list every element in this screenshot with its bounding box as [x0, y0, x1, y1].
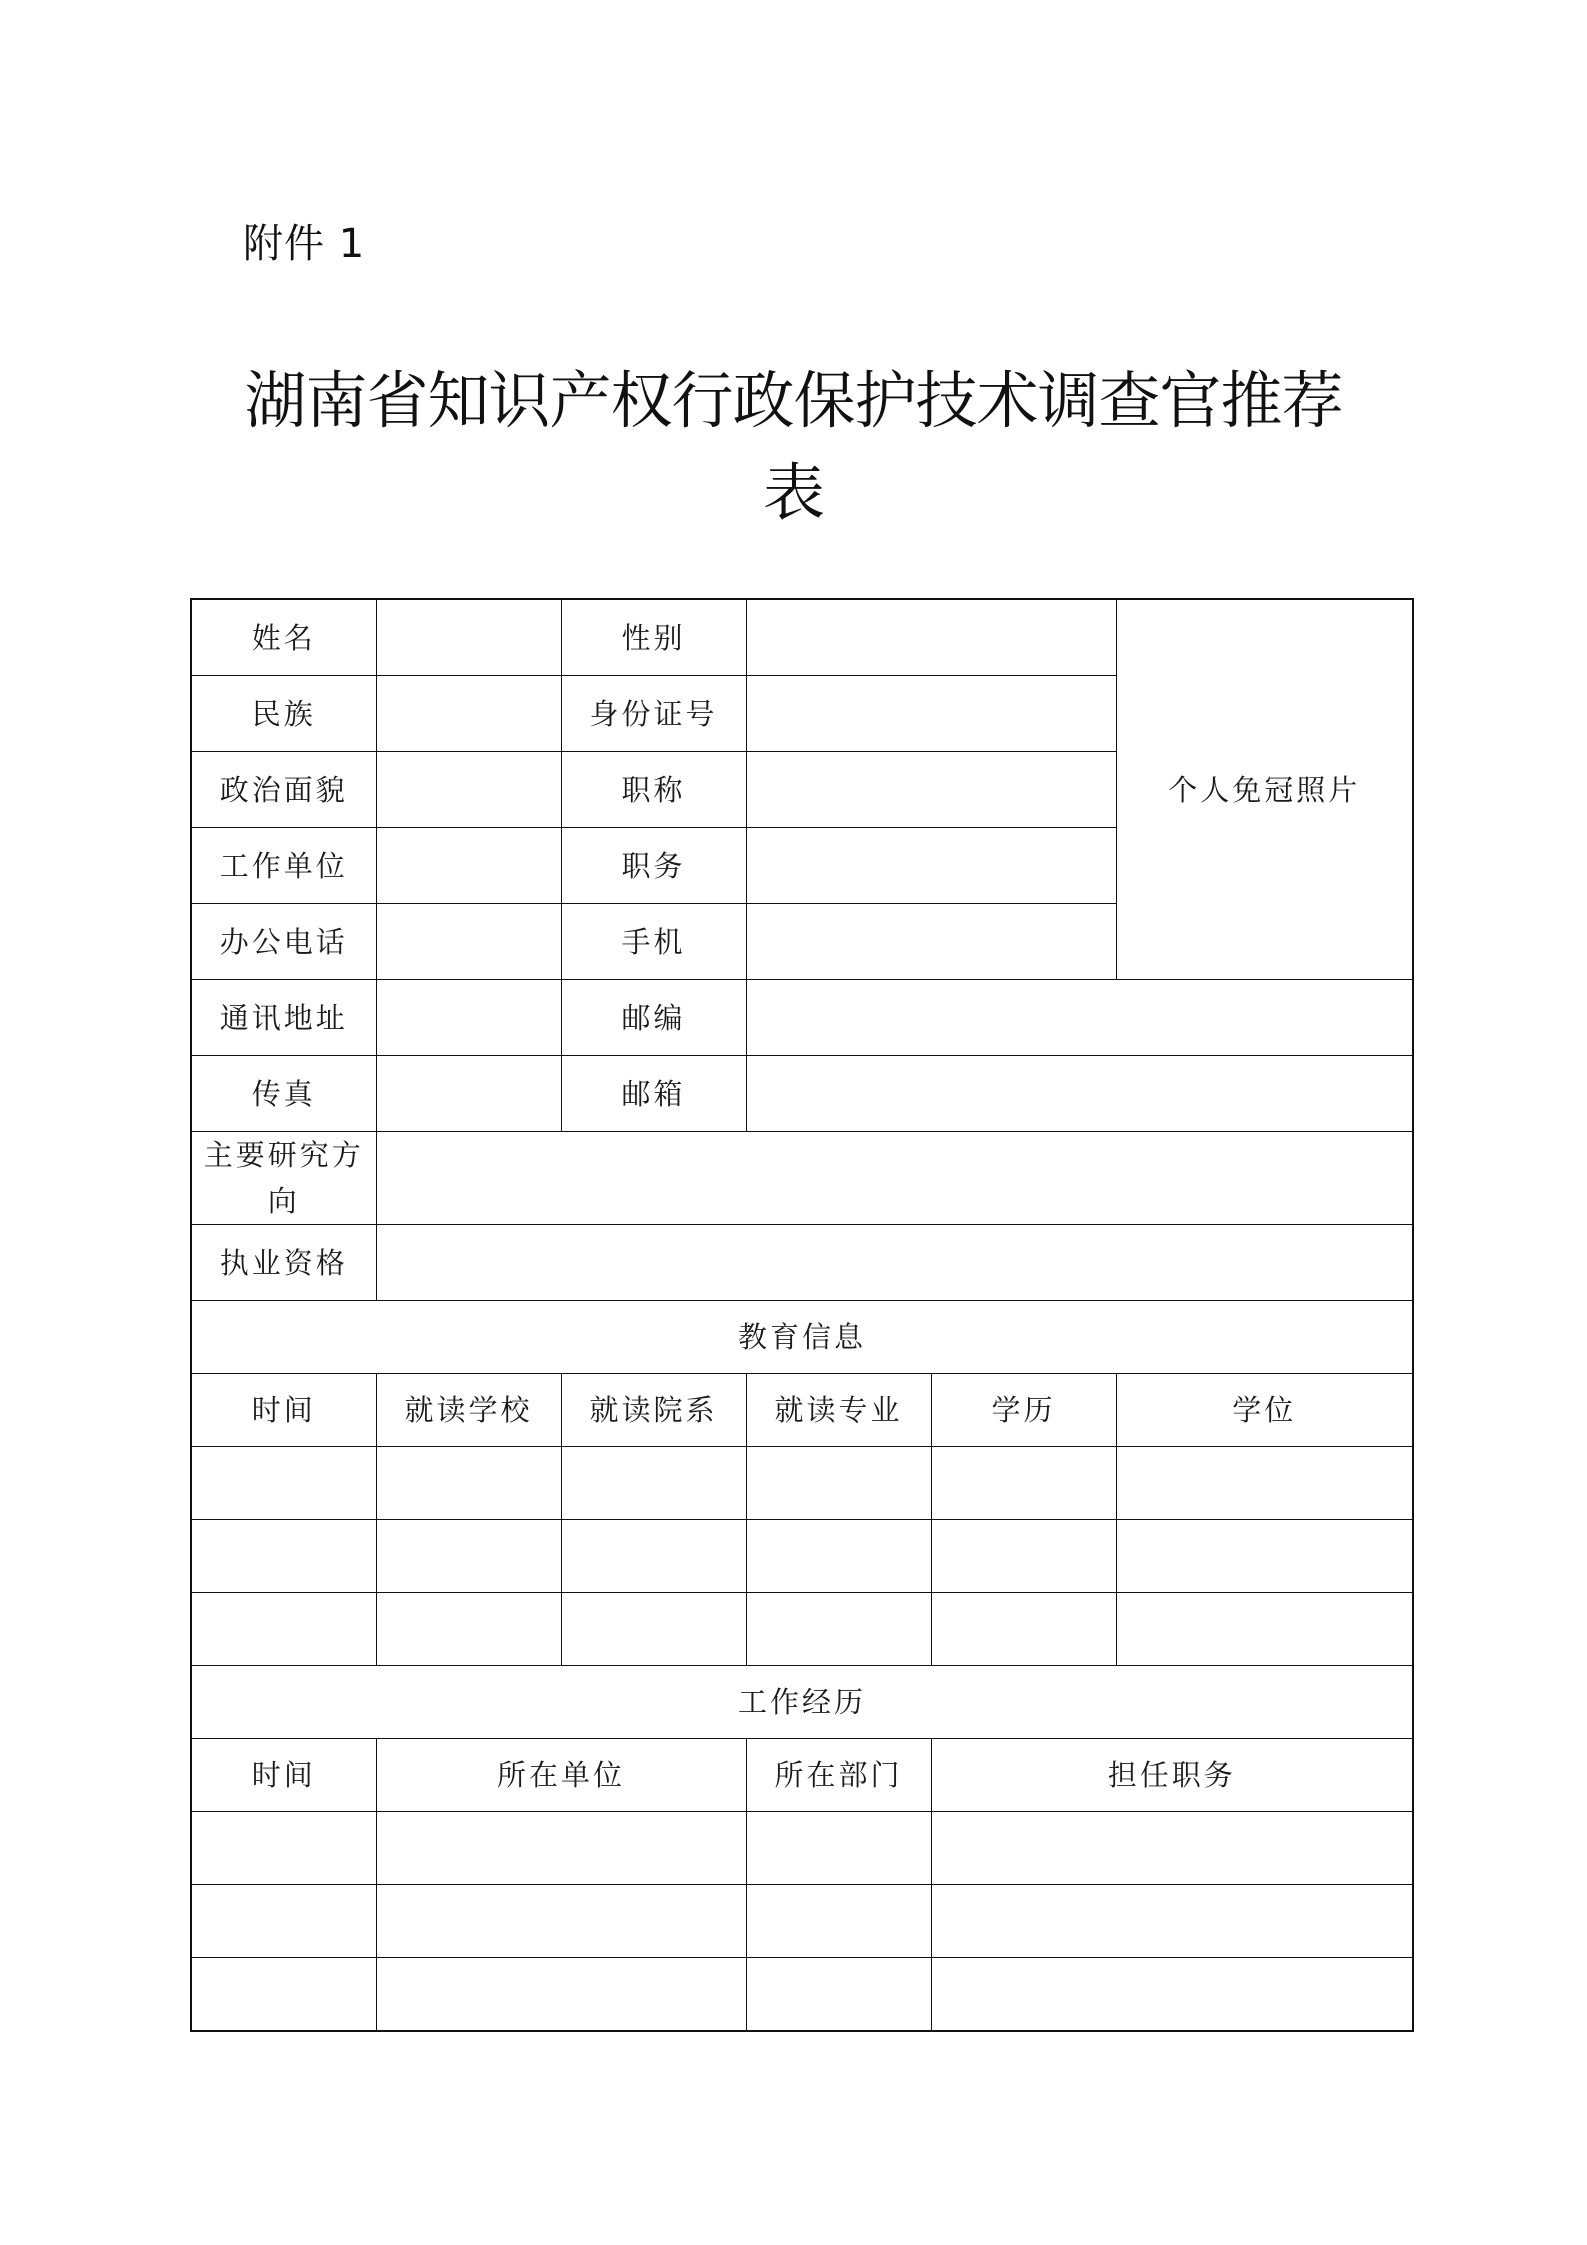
- education-col-school: 就读学校: [376, 1374, 561, 1447]
- work-row: [191, 1885, 1413, 1958]
- work-unit-entry-field[interactable]: [376, 1885, 746, 1958]
- row-research-direction: [191, 1132, 1413, 1225]
- title-line-2: 表: [762, 456, 824, 529]
- work-position-field[interactable]: [931, 1812, 1413, 1885]
- row-education-columns: [191, 1374, 1413, 1447]
- row-address: [191, 980, 1413, 1056]
- education-school-field[interactable]: [376, 1447, 561, 1520]
- id-number-field[interactable]: [746, 676, 1116, 752]
- fax-label: 传真: [191, 1056, 376, 1132]
- fax-field[interactable]: [376, 1056, 561, 1132]
- political-status-label: 政治面貌: [191, 752, 376, 828]
- work-department-field[interactable]: [746, 1958, 931, 2032]
- education-col-major: 就读专业: [746, 1374, 931, 1447]
- education-col-department: 就读院系: [561, 1374, 746, 1447]
- recommendation-form-table: [190, 598, 1414, 2032]
- education-row: [191, 1593, 1413, 1666]
- education-level-field[interactable]: [931, 1520, 1116, 1593]
- education-col-time: 时间: [191, 1374, 376, 1447]
- email-field[interactable]: [746, 1056, 1413, 1132]
- work-time-field[interactable]: [191, 1812, 376, 1885]
- ethnicity-field[interactable]: [376, 676, 561, 752]
- education-degree-field[interactable]: [1116, 1447, 1413, 1520]
- education-col-degree: 学位: [1116, 1374, 1413, 1447]
- work-row: [191, 1812, 1413, 1885]
- id-number-label: 身份证号: [561, 676, 746, 752]
- education-row: [191, 1447, 1413, 1520]
- title-line-1: 湖南省知识产权行政保护技术调查官推荐: [244, 364, 1343, 437]
- education-major-field[interactable]: [746, 1447, 931, 1520]
- mobile-field[interactable]: [746, 904, 1116, 980]
- office-phone-field[interactable]: [376, 904, 561, 980]
- education-level-field[interactable]: [931, 1593, 1116, 1666]
- postcode-label: 邮编: [561, 980, 746, 1056]
- qualification-label: 执业资格: [191, 1225, 376, 1301]
- address-label: 通讯地址: [191, 980, 376, 1056]
- research-direction-label: 主要研究方向: [191, 1132, 376, 1225]
- professional-title-label: 职称: [561, 752, 746, 828]
- row-fax: [191, 1056, 1413, 1132]
- photo-box[interactable]: [1116, 599, 1413, 980]
- education-level-field[interactable]: [931, 1447, 1116, 1520]
- education-major-field[interactable]: [746, 1593, 931, 1666]
- row-work-columns: [191, 1739, 1413, 1812]
- work-col-department: 所在部门: [746, 1739, 931, 1812]
- gender-label: 性别: [561, 599, 746, 676]
- work-unit-entry-field[interactable]: [376, 1958, 746, 2032]
- work-row: [191, 1958, 1413, 2032]
- education-department-field[interactable]: [561, 1447, 746, 1520]
- education-major-field[interactable]: [746, 1520, 931, 1593]
- education-department-field[interactable]: [561, 1593, 746, 1666]
- postcode-field[interactable]: [746, 980, 1413, 1056]
- address-field[interactable]: [376, 980, 561, 1056]
- document-title: [0, 355, 1587, 539]
- row-name: [191, 599, 1413, 676]
- work-department-field[interactable]: [746, 1812, 931, 1885]
- position-label: 职务: [561, 828, 746, 904]
- attachment-label: 附件 1: [243, 221, 366, 267]
- row-work-header: [191, 1666, 1413, 1739]
- education-row: [191, 1520, 1413, 1593]
- gender-field[interactable]: [746, 599, 1116, 676]
- education-time-field[interactable]: [191, 1593, 376, 1666]
- work-time-field[interactable]: [191, 1958, 376, 2032]
- name-label: 姓名: [191, 599, 376, 676]
- political-status-field[interactable]: [376, 752, 561, 828]
- work-unit-field[interactable]: [376, 828, 561, 904]
- qualification-field[interactable]: [376, 1225, 1413, 1301]
- education-col-education-level: 学历: [931, 1374, 1116, 1447]
- office-phone-label: 办公电话: [191, 904, 376, 980]
- row-qualification: [191, 1225, 1413, 1301]
- education-degree-field[interactable]: [1116, 1520, 1413, 1593]
- photo-label: 个人免冠照片: [1168, 772, 1361, 807]
- education-school-field[interactable]: [376, 1520, 561, 1593]
- name-field[interactable]: [376, 599, 561, 676]
- education-department-field[interactable]: [561, 1520, 746, 1593]
- work-unit-entry-field[interactable]: [376, 1812, 746, 1885]
- email-label: 邮箱: [561, 1056, 746, 1132]
- work-unit-label: 工作单位: [191, 828, 376, 904]
- ethnicity-label: 民族: [191, 676, 376, 752]
- work-time-field[interactable]: [191, 1885, 376, 1958]
- work-section-title: 工作经历: [191, 1666, 1413, 1739]
- work-position-field[interactable]: [931, 1958, 1413, 2032]
- work-col-time: 时间: [191, 1739, 376, 1812]
- education-degree-field[interactable]: [1116, 1593, 1413, 1666]
- education-time-field[interactable]: [191, 1520, 376, 1593]
- professional-title-field[interactable]: [746, 752, 1116, 828]
- research-direction-field[interactable]: [376, 1132, 1413, 1225]
- mobile-label: 手机: [561, 904, 746, 980]
- row-education-header: [191, 1301, 1413, 1374]
- work-col-position: 担任职务: [931, 1739, 1413, 1812]
- work-col-unit: 所在单位: [376, 1739, 746, 1812]
- education-section-title: 教育信息: [191, 1301, 1413, 1374]
- work-department-field[interactable]: [746, 1885, 931, 1958]
- education-time-field[interactable]: [191, 1447, 376, 1520]
- work-position-field[interactable]: [931, 1885, 1413, 1958]
- position-field[interactable]: [746, 828, 1116, 904]
- education-school-field[interactable]: [376, 1593, 561, 1666]
